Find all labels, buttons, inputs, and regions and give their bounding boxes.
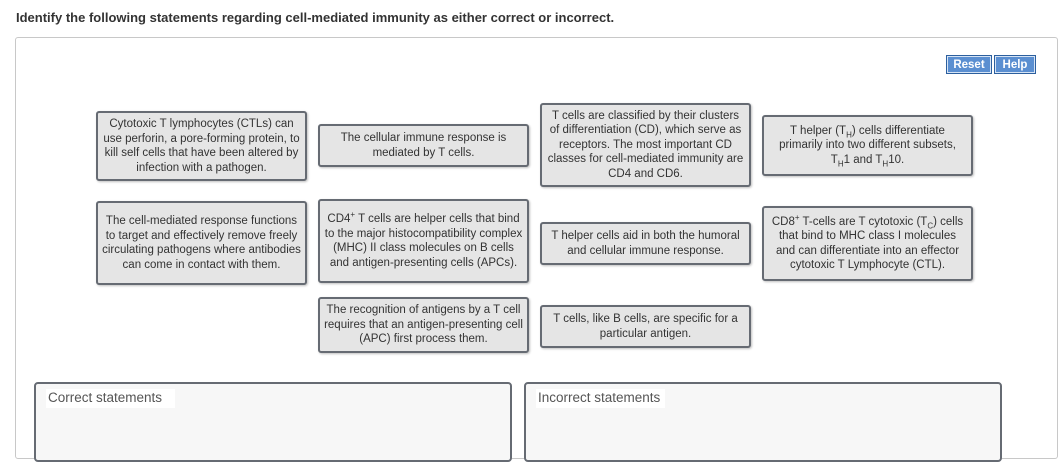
text-part: ) cells differentiate primarily into two different subsets, T xyxy=(779,124,956,166)
subscript: H xyxy=(846,130,852,140)
card-specific-antigen[interactable] xyxy=(540,305,751,348)
card-text: The cellular immune response is mediated by T cells. xyxy=(340,132,507,159)
card-text: T helper cells aid in both the humoral and cellular immune response. xyxy=(551,230,740,257)
text-part: T-cells are T cytotoxic (T xyxy=(799,215,928,228)
text-part: 10. xyxy=(888,153,905,166)
card-cd8-tc[interactable] xyxy=(762,206,973,281)
card-text: T cells, like B cells, are specific for a particular antigen. xyxy=(553,313,738,340)
card-mediated-by-t-cells[interactable] xyxy=(318,124,529,167)
card-text xyxy=(768,212,967,273)
subscript: H xyxy=(882,159,889,169)
card-text: The cell-mediated response functions to target and effectively remove freely circulating pathogens where antibodies can come in contact with them. xyxy=(102,215,301,271)
superscript: + xyxy=(350,210,356,220)
subscript: H xyxy=(837,159,844,169)
card-th-humoral[interactable] xyxy=(540,222,751,265)
card-cd4-mhc2[interactable] xyxy=(318,199,529,283)
text-part: CD8 xyxy=(771,215,795,228)
reset-button[interactable]: Reset xyxy=(946,55,992,74)
text-part: CD4 xyxy=(327,213,351,225)
help-button[interactable]: Help xyxy=(994,55,1036,74)
card-text: T cells are classified by their clusters of differentiation (CD), which serve as receptors. The most important CD classes for cell-mediated immunity are CD4 and CD6. xyxy=(547,109,744,180)
card-th-subsets[interactable] xyxy=(762,115,973,176)
question-text: Identify the following statements regarding cell-mediated immunity as either correct or incorrect. xyxy=(16,10,615,25)
card-free-pathogens[interactable] xyxy=(96,201,307,285)
card-text: The recognition of antigens by a T cell requires that an antigen-presenting cell (APC) first process them. xyxy=(324,304,523,346)
correct-dropzone-label: Correct statements xyxy=(46,389,175,408)
card-ctl-perforin[interactable] xyxy=(96,111,307,181)
card-text: Cytotoxic T lymphocytes (CTLs) can use perforin, a pore-forming protein, to kill self cells that have been altered by infection with a pathogen. xyxy=(103,118,300,174)
incorrect-dropzone-label: Incorrect statements xyxy=(536,389,665,408)
card-apc-process[interactable] xyxy=(318,297,529,353)
correct-dropzone[interactable] xyxy=(34,382,512,462)
incorrect-dropzone[interactable] xyxy=(524,382,1002,462)
card-text xyxy=(768,124,967,168)
subscript: C xyxy=(927,220,934,230)
text-part: T cells are helper cells that bind to the major histocompatibility complex (MHC) II class molecules on B cells and antigen-presenting cells (APCs). xyxy=(324,213,523,269)
text-part: 1 and T xyxy=(843,153,883,166)
card-text xyxy=(324,212,523,270)
text-part: ) cells that bind to MHC class I molecules and can differentiate into an effector cytotoxic T Lymphocyte (CTL). xyxy=(775,215,964,271)
card-cd-classified[interactable] xyxy=(540,103,751,187)
superscript: + xyxy=(794,212,800,222)
text-part: T helper (T xyxy=(790,124,847,137)
